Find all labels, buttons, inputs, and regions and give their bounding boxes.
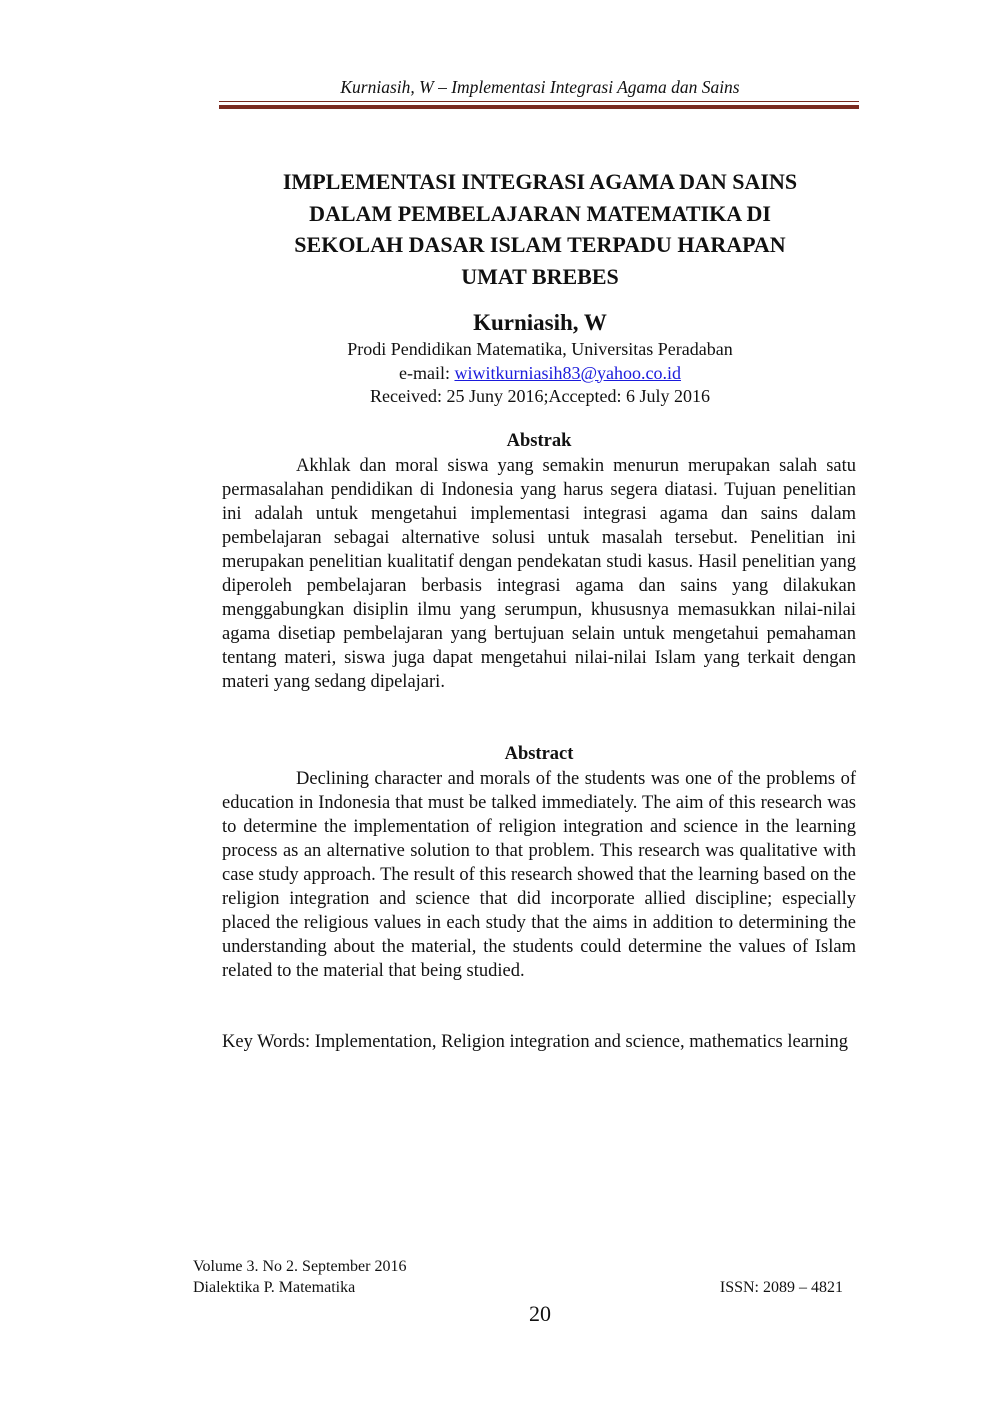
abstrak-heading: Abstrak [506,431,572,451]
title-line: DALAM PEMBELAJARAN MATEMATIKA DI [309,200,771,226]
paper-title [222,166,858,292]
footer-volume: Volume 3. No 2. September 2016 [193,1258,407,1275]
email-link[interactable]: wiwitkurniasih83@yahoo.co.id [454,362,682,383]
abstrak-body: Akhlak dan moral siswa yang semakin menurun merupakan salah satu permasalahan pendidikan di Indonesia yang harus segera diatasi. Tujuan penelitian ini adalah untuk mengetahui implementasi integrasi agama dan sains dalam pembelajaran sebagai alternative solusi untuk masalah tersebut. Penelitian ini merupakan penelitian kualitatif dengan pendekatan studi kasus. Hasil penelitian yang diperoleh pembelajaran berbasis integrasi agama dan sains yang dilakukan menggabungkan disiplin ilmu yang serumpun, khususnya memasukkan nilai-nilai agama disetiap pembelajaran yang bertujuan selain untuk mengetahui pemahaman tentang materi, siswa juga dapat mengetahui nilai-nilai Islam yang terkait dengan materi yang sedang dipelajari. [222,455,856,692]
abstrak-section [222,430,856,694]
title-line: SEKOLAH DASAR ISLAM TERPADU HARAPAN [294,232,786,257]
header-rule-thin [219,101,859,102]
footer [193,1256,843,1298]
author-block [222,308,858,409]
running-header: Kurniasih, W – Implementasi Integrasi Agama dan Sains [340,77,740,97]
abstract-body: Declining character and morals of the students was one of the problems of education in Indonesia that must be talked immediately. The aim of this research was to determine the implementation of religion integration and science in the learning process as an alternative solution to that problem. This research was qualitative with case study approach. The result of this research showed that the learning based on the religion integration and science that did incorporate allied discipline; especially placed the religious values in each study that the aims in addition to determining the understanding about the material, the students could determine the values of Islam related to the material that being studied. [222,768,856,981]
footer-journal: Dialektika P. Matematika [193,1279,356,1296]
email-label: e-mail: [398,362,450,383]
title-line: UMAT BREBES [461,263,619,289]
page-number: 20 [529,1301,551,1326]
author-affiliation: Prodi Pendidikan Matematika, Universitas Peradaban [347,339,733,359]
author-name: Kurniasih, W [473,310,607,335]
abstract-heading: Abstract [504,744,574,764]
footer-row [193,1277,843,1298]
footer-issn: ISSN: 2089 – 4821 [719,1279,843,1296]
abstract-section [222,743,856,983]
keywords: Key Words: Implementation, Religion integration and science, mathematics learning [222,1032,848,1052]
received-accepted-dates: Received: 25 Juny 2016;Accepted: 6 July 2016 [370,386,710,406]
header-rule-thick [219,105,859,109]
title-line: IMPLEMENTASI INTEGRASI AGAMA DAN SAINS [282,169,798,194]
author-email-line [222,362,858,386]
